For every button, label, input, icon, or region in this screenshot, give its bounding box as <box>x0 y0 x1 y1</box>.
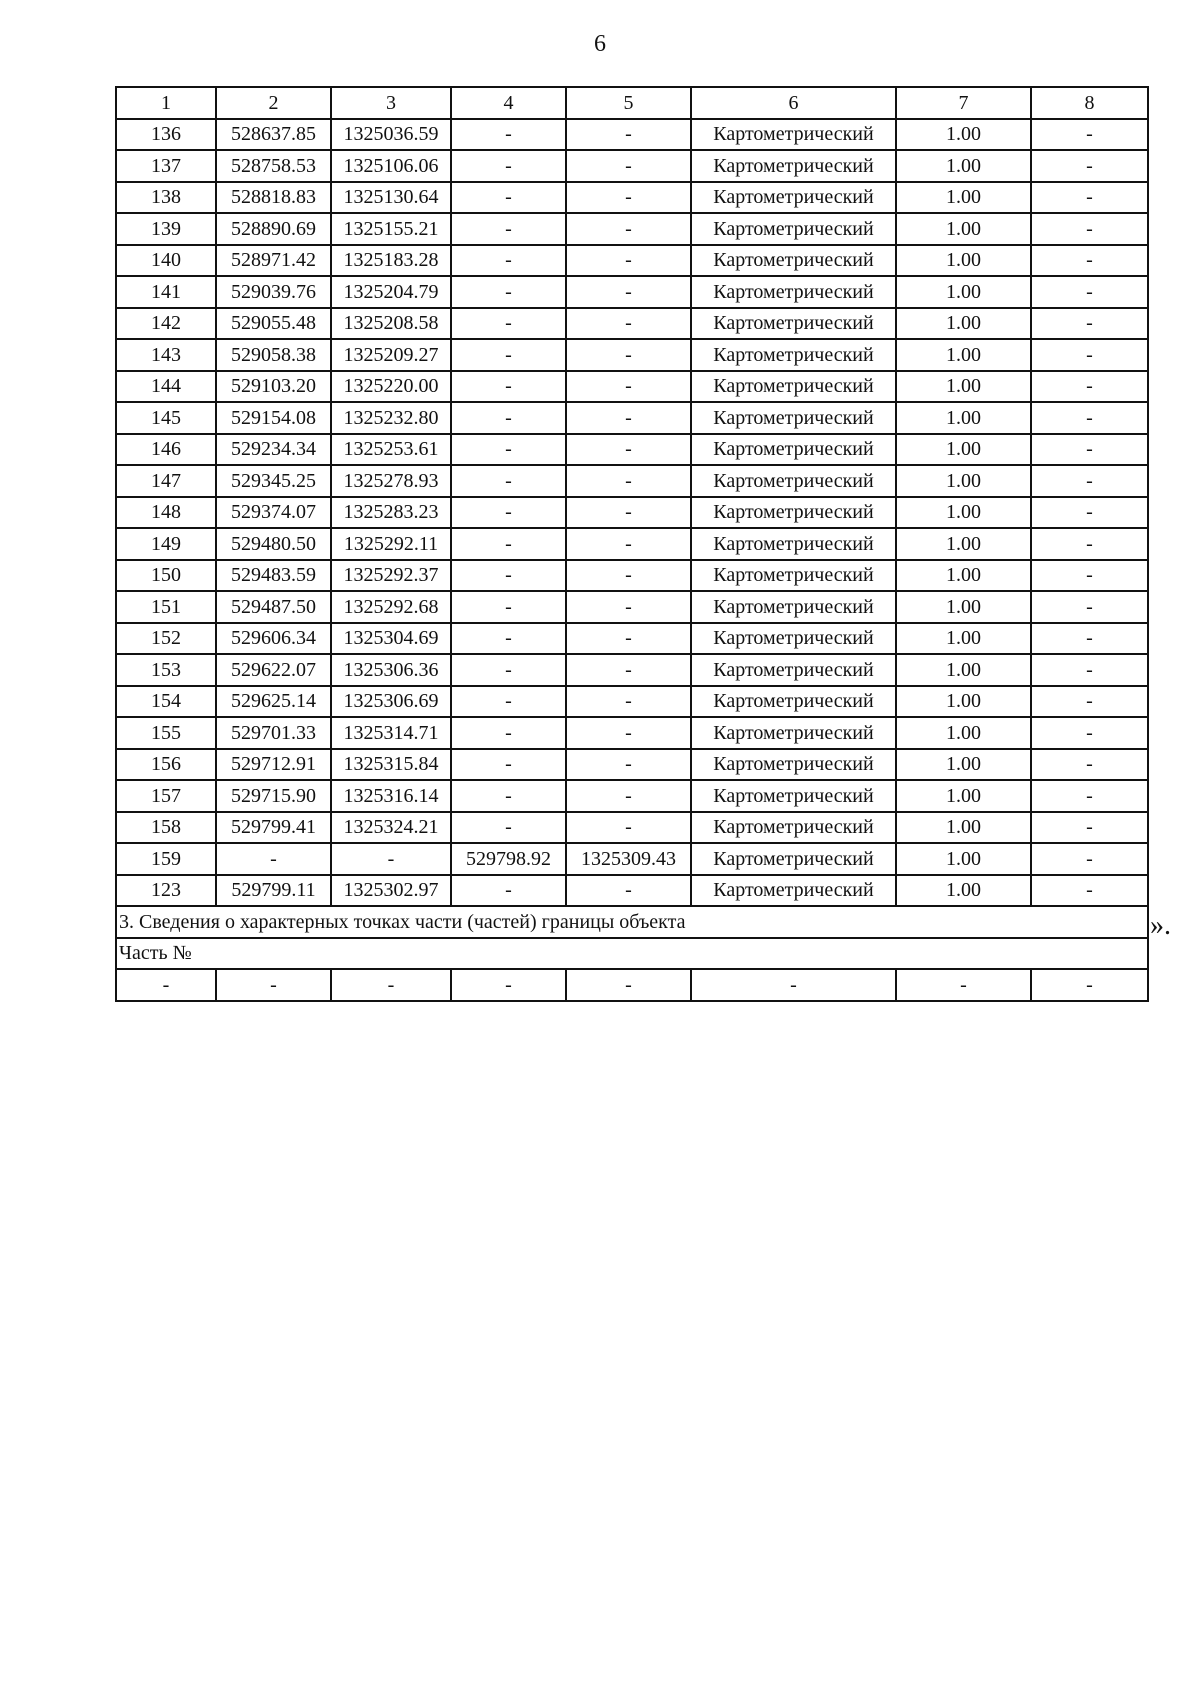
table-cell: - <box>566 434 691 466</box>
table-cell: - <box>1031 150 1148 182</box>
table-cell: 1325209.27 <box>331 339 451 371</box>
table-row <box>116 119 1148 151</box>
table-cell: - <box>451 560 566 592</box>
table-cell: Картометрический <box>691 150 896 182</box>
table-cell: 1.00 <box>896 654 1031 686</box>
table-cell: 1.00 <box>896 623 1031 655</box>
table-cell: - <box>451 780 566 812</box>
table-cell: 1.00 <box>896 812 1031 844</box>
table-cell: 1.00 <box>896 686 1031 718</box>
table-cell: - <box>566 245 691 277</box>
table-cell: 529483.59 <box>216 560 331 592</box>
table-cell: - <box>1031 213 1148 245</box>
table-cell: 1.00 <box>896 465 1031 497</box>
table-cell: - <box>566 591 691 623</box>
table-cell: Картометрический <box>691 560 896 592</box>
header-cell: 3 <box>331 87 451 119</box>
table-cell: 529039.76 <box>216 276 331 308</box>
section-title-row <box>116 906 1148 938</box>
table-cell: 1325232.80 <box>331 402 451 434</box>
table-cell: - <box>216 969 331 1001</box>
table-cell: - <box>566 119 691 151</box>
table-cell: - <box>451 465 566 497</box>
part-label: Часть № <box>116 938 1148 970</box>
table-cell: 1.00 <box>896 213 1031 245</box>
table-cell: 1325316.14 <box>331 780 451 812</box>
table-cell: 1325036.59 <box>331 119 451 151</box>
table-cell: 1.00 <box>896 875 1031 907</box>
table-cell: - <box>451 371 566 403</box>
table-cell: 1325315.84 <box>331 749 451 781</box>
table-cell: 1.00 <box>896 843 1031 875</box>
table-cell: 148 <box>116 497 216 529</box>
table-cell: 155 <box>116 717 216 749</box>
table-cell: - <box>566 654 691 686</box>
table-cell: Картометрический <box>691 654 896 686</box>
header-cell: 5 <box>566 87 691 119</box>
table-cell: - <box>331 969 451 1001</box>
table-cell: - <box>566 308 691 340</box>
table-cell: 158 <box>116 812 216 844</box>
table-cell: 1325304.69 <box>331 623 451 655</box>
table-cell: 529480.50 <box>216 528 331 560</box>
table-row <box>116 434 1148 466</box>
table-cell: 143 <box>116 339 216 371</box>
table-cell: - <box>451 528 566 560</box>
table-cell: 529625.14 <box>216 686 331 718</box>
table-cell: Картометрический <box>691 875 896 907</box>
table-row <box>116 371 1148 403</box>
table-cell: 156 <box>116 749 216 781</box>
table-cell: 529345.25 <box>216 465 331 497</box>
table-row <box>116 812 1148 844</box>
table-footer <box>116 906 1148 1001</box>
table-cell: 157 <box>116 780 216 812</box>
table-cell: Картометрический <box>691 434 896 466</box>
table-row <box>116 276 1148 308</box>
table-cell: 1.00 <box>896 528 1031 560</box>
table-cell: Картометрический <box>691 591 896 623</box>
table-cell: - <box>566 497 691 529</box>
table-cell: - <box>566 276 691 308</box>
table-cell: 1.00 <box>896 434 1031 466</box>
table-cell: 529058.38 <box>216 339 331 371</box>
table-cell: Картометрический <box>691 213 896 245</box>
table-cell: 1.00 <box>896 182 1031 214</box>
table-cell: 529103.20 <box>216 371 331 403</box>
table-cell: 141 <box>116 276 216 308</box>
table-cell: - <box>1031 182 1148 214</box>
table-cell: 529606.34 <box>216 623 331 655</box>
table-cell: 159 <box>116 843 216 875</box>
table-cell: - <box>1031 875 1148 907</box>
table-row <box>116 150 1148 182</box>
table-cell: 1325204.79 <box>331 276 451 308</box>
table-cell: - <box>1031 371 1148 403</box>
table-cell: Картометрический <box>691 339 896 371</box>
table-cell: 145 <box>116 402 216 434</box>
table-cell: - <box>566 969 691 1001</box>
table-cell: 1325278.93 <box>331 465 451 497</box>
table-cell: - <box>451 245 566 277</box>
table-cell: 529622.07 <box>216 654 331 686</box>
table-row <box>116 591 1148 623</box>
table-cell: 140 <box>116 245 216 277</box>
table-cell: - <box>566 812 691 844</box>
table-cell: 1325283.23 <box>331 497 451 529</box>
table-cell: Картометрический <box>691 465 896 497</box>
table-cell: 1325302.97 <box>331 875 451 907</box>
header-cell: 7 <box>896 87 1031 119</box>
table-cell: 528890.69 <box>216 213 331 245</box>
table-cell: 528818.83 <box>216 182 331 214</box>
table-cell: 142 <box>116 308 216 340</box>
table-cell: - <box>566 875 691 907</box>
table-cell: - <box>566 339 691 371</box>
table-cell: - <box>691 969 896 1001</box>
table-cell: 138 <box>116 182 216 214</box>
table-cell: - <box>566 402 691 434</box>
table-row <box>116 528 1148 560</box>
table-cell: - <box>1031 276 1148 308</box>
table-cell: Картометрический <box>691 780 896 812</box>
table-cell: 1.00 <box>896 339 1031 371</box>
table-cell: Картометрический <box>691 245 896 277</box>
table-cell: 149 <box>116 528 216 560</box>
table-cell: 136 <box>116 119 216 151</box>
table-cell: 1325314.71 <box>331 717 451 749</box>
table-cell: - <box>451 213 566 245</box>
table-cell: 139 <box>116 213 216 245</box>
table-cell: 1.00 <box>896 717 1031 749</box>
table-cell: 1325155.21 <box>331 213 451 245</box>
table-cell: 1.00 <box>896 150 1031 182</box>
table-cell: Картометрический <box>691 686 896 718</box>
table-row <box>116 339 1148 371</box>
table-row <box>116 402 1148 434</box>
table-cell: - <box>1031 119 1148 151</box>
table-cell: 1325183.28 <box>331 245 451 277</box>
table-cell: - <box>1031 560 1148 592</box>
table-row <box>116 875 1148 907</box>
table-cell: 1.00 <box>896 245 1031 277</box>
table-row <box>116 560 1148 592</box>
table-cell: - <box>451 497 566 529</box>
table-cell: 528971.42 <box>216 245 331 277</box>
table-cell: 1.00 <box>896 749 1031 781</box>
table-cell: 1325106.06 <box>331 150 451 182</box>
table-cell: 1.00 <box>896 308 1031 340</box>
table-body <box>116 119 1148 907</box>
coordinates-table <box>115 86 1149 1002</box>
table-cell: - <box>1031 245 1148 277</box>
table-cell: - <box>1031 969 1148 1001</box>
table-cell: - <box>216 843 331 875</box>
table-cell: - <box>1031 434 1148 466</box>
table-cell: - <box>451 969 566 1001</box>
table-cell: 150 <box>116 560 216 592</box>
part-label-row <box>116 938 1148 970</box>
table-cell: Картометрический <box>691 497 896 529</box>
table-cell: - <box>1031 623 1148 655</box>
table-cell: - <box>566 213 691 245</box>
table-row <box>116 843 1148 875</box>
section-title: 3. Сведения о характерных точках части (частей) границы объекта <box>116 906 1148 938</box>
table-cell: 529715.90 <box>216 780 331 812</box>
table-cell: Картометрический <box>691 749 896 781</box>
table-cell: 1.00 <box>896 119 1031 151</box>
table-row <box>116 686 1148 718</box>
table-row <box>116 213 1148 245</box>
table-cell: - <box>451 875 566 907</box>
table-row <box>116 654 1148 686</box>
table-cell: - <box>451 434 566 466</box>
table-cell: Картометрический <box>691 843 896 875</box>
table-cell: - <box>1031 465 1148 497</box>
table-cell: - <box>451 182 566 214</box>
table-cell: 144 <box>116 371 216 403</box>
empty-part-row <box>116 969 1148 1001</box>
table-row <box>116 717 1148 749</box>
table-cell: 123 <box>116 875 216 907</box>
table-cell: Картометрический <box>691 371 896 403</box>
table-cell: 528637.85 <box>216 119 331 151</box>
table-cell: - <box>451 402 566 434</box>
table-cell: - <box>451 717 566 749</box>
table-cell: Картометрический <box>691 276 896 308</box>
table-cell: - <box>1031 528 1148 560</box>
table-cell: 1325292.68 <box>331 591 451 623</box>
table-cell: - <box>1031 497 1148 529</box>
table-cell: 529374.07 <box>216 497 331 529</box>
table-cell: 154 <box>116 686 216 718</box>
header-cell: 6 <box>691 87 896 119</box>
header-cell: 1 <box>116 87 216 119</box>
table-cell: 1325309.43 <box>566 843 691 875</box>
table-row <box>116 308 1148 340</box>
table-cell: - <box>1031 654 1148 686</box>
table-cell: - <box>566 717 691 749</box>
table-cell: - <box>1031 749 1148 781</box>
table-cell: - <box>1031 339 1148 371</box>
table-cell: 1.00 <box>896 780 1031 812</box>
page-number: 6 <box>594 31 606 57</box>
table-cell: - <box>896 969 1031 1001</box>
table-cell: - <box>566 182 691 214</box>
header-cell: 8 <box>1031 87 1148 119</box>
table-cell: 153 <box>116 654 216 686</box>
table-cell: - <box>451 119 566 151</box>
table-cell: - <box>566 465 691 497</box>
table-cell: 529487.50 <box>216 591 331 623</box>
table-cell: 1325253.61 <box>331 434 451 466</box>
table-cell: Картометрический <box>691 308 896 340</box>
table-cell: - <box>451 339 566 371</box>
header-cell: 2 <box>216 87 331 119</box>
table-cell: - <box>451 654 566 686</box>
table-cell: 1325324.21 <box>331 812 451 844</box>
table-cell: - <box>566 150 691 182</box>
table-cell: 137 <box>116 150 216 182</box>
table-cell: 529234.34 <box>216 434 331 466</box>
table-cell: 1.00 <box>896 371 1031 403</box>
table-cell: - <box>331 843 451 875</box>
table-cell: 1.00 <box>896 560 1031 592</box>
table-cell: 146 <box>116 434 216 466</box>
table-cell: - <box>566 780 691 812</box>
table-cell: 152 <box>116 623 216 655</box>
table-cell: 1325208.58 <box>331 308 451 340</box>
table-row <box>116 245 1148 277</box>
table-cell: - <box>451 623 566 655</box>
table-row <box>116 465 1148 497</box>
table-cell: - <box>116 969 216 1001</box>
table-cell: - <box>451 812 566 844</box>
table-cell: - <box>566 749 691 781</box>
table-cell: - <box>451 686 566 718</box>
table-cell: Картометрический <box>691 623 896 655</box>
table-cell: - <box>566 623 691 655</box>
table-cell: 528758.53 <box>216 150 331 182</box>
table-cell: - <box>566 686 691 718</box>
table-cell: Картометрический <box>691 182 896 214</box>
table-cell: Картометрический <box>691 402 896 434</box>
table-cell: - <box>1031 780 1148 812</box>
table-cell: - <box>451 591 566 623</box>
table-cell: - <box>451 308 566 340</box>
table-cell: 529712.91 <box>216 749 331 781</box>
table-cell: - <box>451 749 566 781</box>
table-cell: 1325306.69 <box>331 686 451 718</box>
table-cell: - <box>566 371 691 403</box>
table-cell: 147 <box>116 465 216 497</box>
table-cell: - <box>1031 686 1148 718</box>
table-row <box>116 182 1148 214</box>
table-cell: Картометрический <box>691 528 896 560</box>
table-cell: 529799.41 <box>216 812 331 844</box>
table-row <box>116 497 1148 529</box>
table-cell: 1.00 <box>896 497 1031 529</box>
table-cell: 1.00 <box>896 402 1031 434</box>
table-cell: Картометрический <box>691 812 896 844</box>
table-cell: - <box>1031 308 1148 340</box>
table-cell: 1325130.64 <box>331 182 451 214</box>
table-cell: 529799.11 <box>216 875 331 907</box>
table-cell: 1325220.00 <box>331 371 451 403</box>
table-cell: - <box>1031 812 1148 844</box>
table-header-row <box>116 87 1148 119</box>
table-cell: 1325292.11 <box>331 528 451 560</box>
table-cell: - <box>1031 402 1148 434</box>
table-cell: - <box>566 560 691 592</box>
table-cell: - <box>1031 717 1148 749</box>
table-cell: 1325306.36 <box>331 654 451 686</box>
table-cell: 1.00 <box>896 591 1031 623</box>
table-cell: 529798.92 <box>451 843 566 875</box>
table-cell: - <box>1031 591 1148 623</box>
table-cell: - <box>451 276 566 308</box>
table-cell: 529154.08 <box>216 402 331 434</box>
table-cell: - <box>1031 843 1148 875</box>
table-row <box>116 749 1148 781</box>
closing-quote: ». <box>1150 910 1171 941</box>
table-cell: Картометрический <box>691 717 896 749</box>
table-row <box>116 780 1148 812</box>
table-cell: - <box>451 150 566 182</box>
table-cell: 1325292.37 <box>331 560 451 592</box>
table-cell: Картометрический <box>691 119 896 151</box>
table-cell: 529055.48 <box>216 308 331 340</box>
header-cell: 4 <box>451 87 566 119</box>
table-cell: - <box>566 528 691 560</box>
table-cell: 151 <box>116 591 216 623</box>
table-row <box>116 623 1148 655</box>
table-cell: 1.00 <box>896 276 1031 308</box>
table-cell: 529701.33 <box>216 717 331 749</box>
